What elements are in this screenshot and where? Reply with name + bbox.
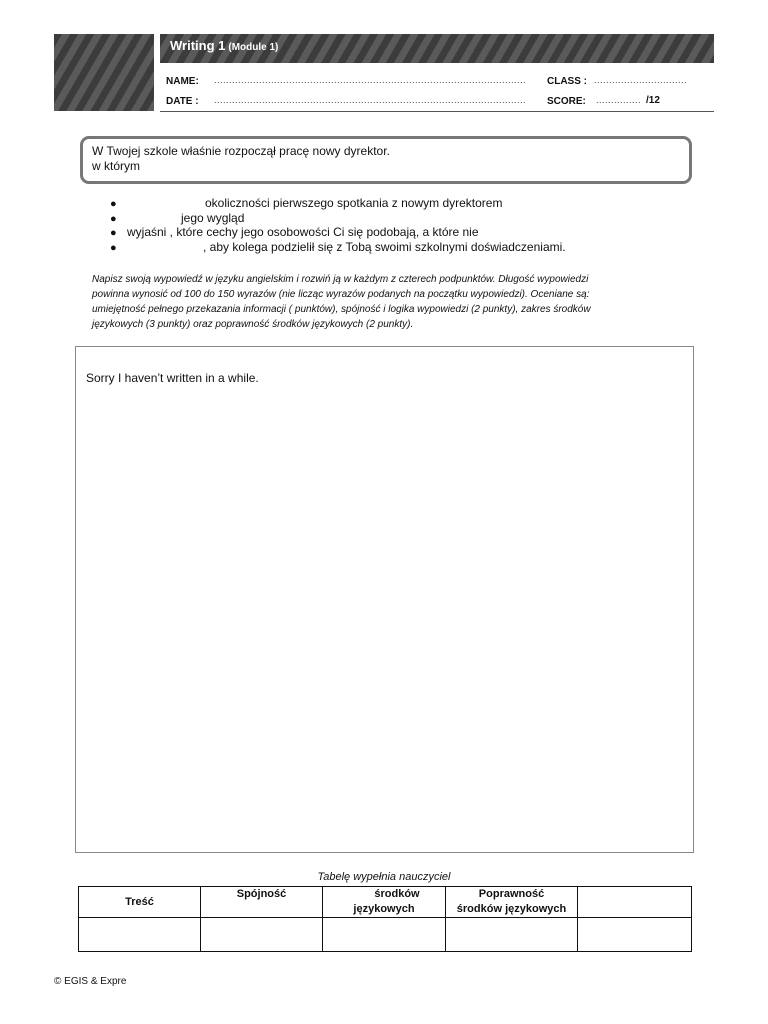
- bullet-item: , aby kolega podzielił się z Tobą swoimi szkolnymi doświadczeniami.: [203, 240, 566, 254]
- header-text: Poprawność: [478, 888, 545, 900]
- worksheet-title: [170, 38, 278, 53]
- bullet-dot: ●: [110, 242, 117, 254]
- title-module: (Module 1): [228, 42, 279, 53]
- score-label: SCORE:: [547, 96, 586, 107]
- bullet-item: jego wygląd: [181, 211, 245, 225]
- score-max: /12: [646, 95, 660, 106]
- name-field[interactable]: ........................................................................................................: [214, 75, 527, 85]
- header-cell-zakres: [323, 887, 446, 918]
- bullet-dot: ●: [110, 227, 117, 239]
- bullet-item: wyjaśni , które cechy jego osobowości Ci się podobają, a które nie: [127, 225, 479, 239]
- writing-start-text: Sorry I haven’t written in a while.: [86, 371, 259, 385]
- title-main: Writing 1: [170, 38, 226, 53]
- instruction-line: Napisz swoją wypowiedź w języku angielskim i rozwiń ją w każdym z czterech podpunktów. Długość wypowiedzi: [92, 274, 589, 285]
- name-label: NAME:: [166, 76, 199, 87]
- score-field[interactable]: ...............: [596, 95, 642, 105]
- header-text: środków językowych: [456, 903, 567, 915]
- score-cell[interactable]: [79, 918, 201, 952]
- header-cell-empty: [578, 887, 692, 918]
- table-caption: Tabelę wypełnia nauczyciel: [317, 871, 451, 883]
- header-divider: [160, 111, 714, 112]
- header-cell-tresc: [79, 887, 201, 918]
- score-table: [78, 886, 692, 952]
- bullet-item: okoliczności pierwszego spotkania z nowym dyrektorem: [205, 196, 503, 210]
- bullet-dot: ●: [110, 213, 117, 225]
- class-field[interactable]: ...............................: [594, 75, 688, 85]
- writing-area[interactable]: [75, 346, 694, 853]
- date-field[interactable]: ........................................................................................................: [214, 95, 527, 105]
- prompt-line-2: w którym: [92, 159, 140, 173]
- class-label: CLASS :: [547, 76, 587, 87]
- header-corner-block: [54, 34, 154, 111]
- header-text: Spójność: [236, 888, 287, 900]
- date-label: DATE :: [166, 96, 199, 107]
- instruction-line: językowych (3 punkty) oraz poprawność środków językowych (2 punkty).: [92, 319, 414, 330]
- score-cell[interactable]: [201, 918, 323, 952]
- instruction-line: powinna wynosić od 100 do 150 wyrazów (nie licząc wyrazów podanych na początku wypowiedzi). Oceniane są:: [92, 289, 590, 300]
- score-cell[interactable]: [446, 918, 578, 952]
- score-cell[interactable]: [578, 918, 692, 952]
- copyright-footer: © EGIS & Expre: [54, 976, 127, 987]
- header-text: Treść: [125, 895, 154, 908]
- bullet-dot: ●: [110, 198, 117, 210]
- prompt-line-1: W Twojej szkole właśnie rozpoczął pracę nowy dyrektor.: [92, 144, 390, 158]
- instruction-line: umiejętność pełnego przekazania informacji ( punktów), spójność i logika wypowiedzi (2 punkty), zakres środków: [92, 304, 591, 315]
- header-cell-poprawnosc: [446, 887, 578, 918]
- score-cell[interactable]: [323, 918, 446, 952]
- header-text: środków: [374, 888, 420, 900]
- header-text: językowych: [353, 903, 415, 915]
- header-cell-spojnosc: [201, 887, 323, 918]
